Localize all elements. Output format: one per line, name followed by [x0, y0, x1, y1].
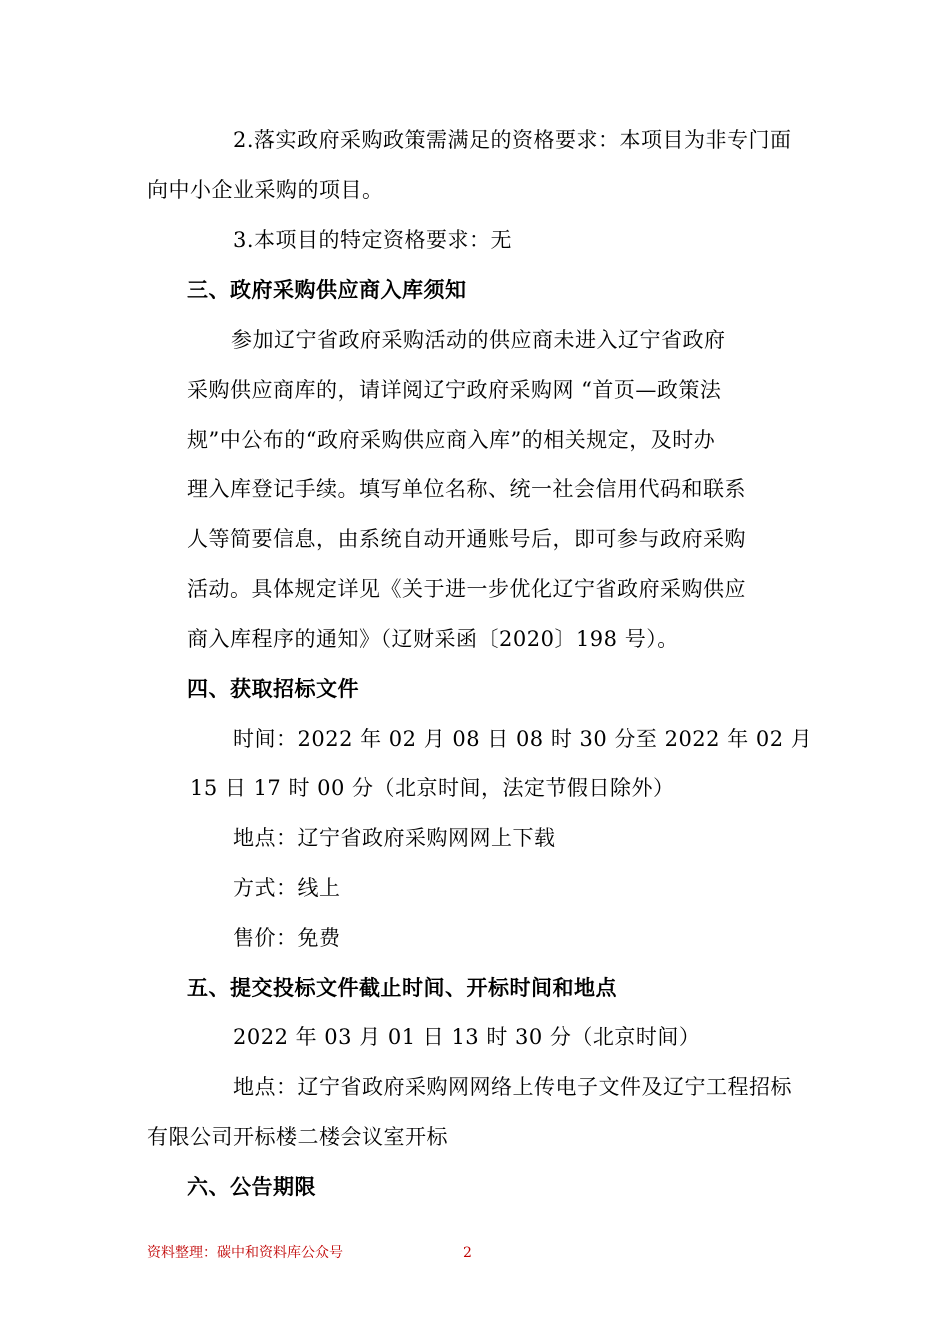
section-3-line-2: 采购供应商库的，请详阅辽宁政府采购网 “首页—政策法 [187, 378, 722, 402]
page-number: 2 [463, 1245, 472, 1261]
section-4-method: 方式：线上 [233, 876, 341, 900]
section-5-time: 2022 年 03 月 01 日 13 时 30 分（北京时间） [233, 1025, 701, 1049]
section-4-place: 地点：辽宁省政府采购网网上下载 [233, 826, 556, 850]
paragraph-2-line-2: 向中小企业采购的项目。 [147, 178, 384, 202]
section-3-line-6: 活动。具体规定详见《关于进一步优化辽宁省政府采购供应 [187, 577, 746, 601]
section-4-heading: 四、获取招标文件 [187, 677, 359, 701]
section-4-time-line-1: 时间：2022 年 02 月 08 日 08 时 30 分至 2022 年 02 月 [233, 727, 813, 751]
section-3-line-3: 规”中公布的“政府采购供应商入库”的相关规定，及时办 [187, 428, 716, 452]
section-6-heading: 六、公告期限 [187, 1175, 316, 1199]
section-3-line-7: 商入库程序的通知》（辽财采函〔2020〕198 号）。 [187, 627, 679, 651]
section-5-place-line-2: 有限公司开标楼二楼会议室开标 [147, 1125, 448, 1149]
section-3-line-4: 理入库登记手续。填写单位名称、统一社会信用代码和联系 [187, 477, 746, 501]
section-4-time-line-2: 15 日 17 时 00 分（北京时间，法定节假日除外） [190, 776, 675, 800]
paragraph-3: 3.本项目的特定资格要求：无 [233, 228, 513, 252]
footer-source: 资料整理：碳中和资料库公众号 [147, 1245, 343, 1261]
section-5-heading: 五、提交投标文件截止时间、开标时间和地点 [187, 976, 617, 1000]
paragraph-2-line-1: 2.落实政府采购政策需满足的资格要求：本项目为非专门面 [233, 128, 792, 152]
section-3-line-5: 人等简要信息，由系统自动开通账号后，即可参与政府采购 [187, 527, 746, 551]
section-3-heading: 三、政府采购供应商入库须知 [187, 278, 467, 302]
section-4-price: 售价：免费 [233, 926, 341, 950]
section-3-line-1: 参加辽宁省政府采购活动的供应商未进入辽宁省政府 [231, 328, 726, 352]
section-5-place-line-1: 地点：辽宁省政府采购网网络上传电子文件及辽宁工程招标 [233, 1075, 792, 1099]
